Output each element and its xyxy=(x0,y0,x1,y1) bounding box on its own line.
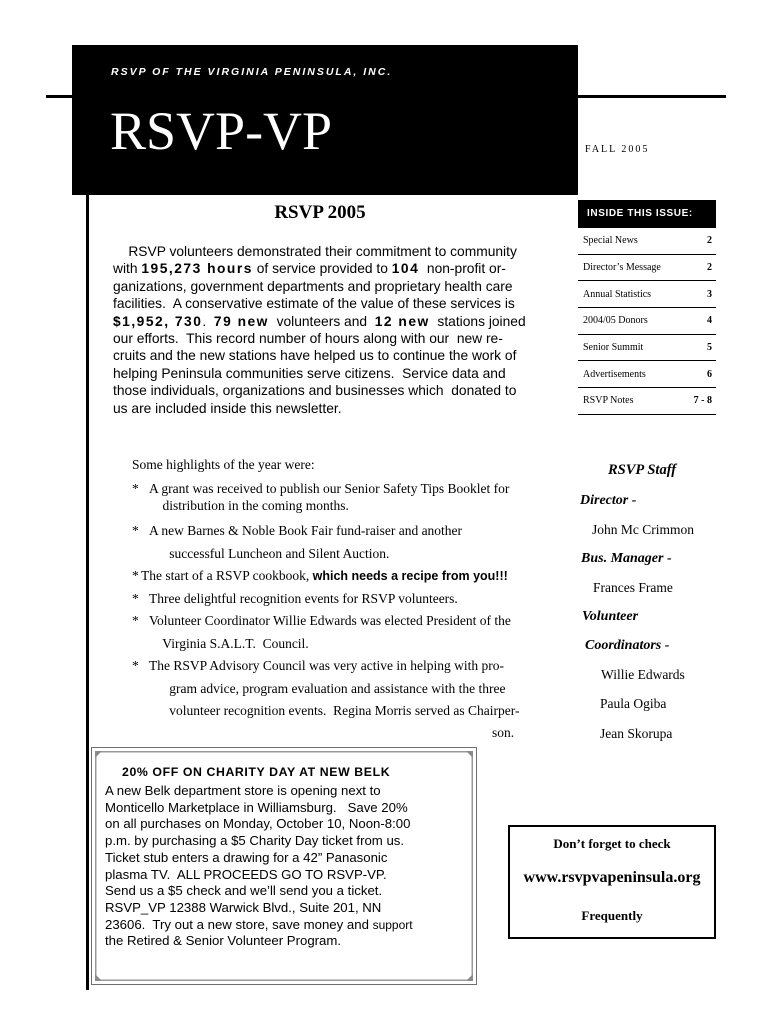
charity-day-text: A new Belk department store is opening next to xyxy=(105,783,381,798)
bullet: * xyxy=(132,481,139,496)
highlight-line: A grant was received to publish our Senior Safety Tips Booklet for xyxy=(149,481,510,496)
toc-header: INSIDE THIS ISSUE: xyxy=(578,200,716,228)
charity-day-line xyxy=(105,900,470,917)
article-text: helping Peninsula communities serve citizens. Service data and xyxy=(113,365,506,381)
highlight-item xyxy=(132,655,560,723)
article-line xyxy=(113,278,559,295)
charity-day-text: RSVP_VP 12388 Warwick Blvd., Suite 201, NN xyxy=(105,899,382,915)
highlight-line: Three delightful recognition events for RSVP volunteers. xyxy=(149,590,458,606)
article-text: ganizations, government departments and proprietary health care xyxy=(113,278,513,294)
highlight-item xyxy=(132,520,560,565)
charity-day-text: Ticket stub enters a drawing for a 42” Panasonic xyxy=(105,849,388,865)
manager-name: Frances Frame xyxy=(593,580,673,595)
website-link[interactable]: www.rsvpvapeninsula.org xyxy=(523,869,701,886)
article-text: with xyxy=(113,261,142,277)
director-name: John Mc Crimmon xyxy=(592,522,695,537)
toc-item-label: Special News xyxy=(583,235,638,247)
article-body xyxy=(113,243,559,417)
staff-title: RSVP Staff xyxy=(608,462,677,478)
article-line xyxy=(113,330,559,347)
charity-day-line xyxy=(105,867,470,884)
article-text: of service provided to xyxy=(252,261,392,277)
highlight-line: volunteer recognition events. Regina Morris served as Chairper- xyxy=(149,703,520,718)
charity-day-body xyxy=(105,783,470,950)
toc-item[interactable] xyxy=(578,335,716,362)
highlight-line: successful Luncheon and Silent Auction. xyxy=(149,545,390,561)
charity-day-text: plasma TV. ALL PROCEEDS GO TO RSVP-VP. xyxy=(105,866,387,882)
article-text: volunteers and xyxy=(268,313,375,329)
issue-date: FALL 2005 xyxy=(585,144,650,155)
toc-item-label: RSVP Notes xyxy=(583,395,634,407)
article-title: RSVP 2005 xyxy=(274,202,366,223)
toc-item[interactable] xyxy=(578,228,716,255)
website-box xyxy=(508,825,716,939)
article-text: RSVP volunteers demonstrated their commitment to community xyxy=(113,244,517,259)
toc-item[interactable] xyxy=(578,388,716,415)
highlight-item xyxy=(132,588,560,611)
charity-day-line xyxy=(105,917,470,934)
highlight-emphasis: which needs a recipe from you!!! xyxy=(312,569,508,583)
highlights-tail: son. xyxy=(492,725,515,740)
highlights-section xyxy=(132,457,560,723)
toc-item-page: 4 xyxy=(707,315,712,327)
bullet: * xyxy=(132,568,139,583)
article-text: stations joined xyxy=(429,313,526,329)
highlight-item xyxy=(132,610,560,655)
toc-item[interactable] xyxy=(578,255,716,282)
website-prompt: Don’t forget to check xyxy=(553,836,671,851)
article-text: . xyxy=(202,313,214,329)
charity-day-title: 20% OFF ON CHARITY DAY AT NEW BELK xyxy=(122,765,391,779)
organization-name: RSVP OF THE VIRGINIA PENINSULA, INC. xyxy=(111,66,393,78)
highlight-line: A new Barnes & Noble Book Fair fund-raiser and another xyxy=(149,523,463,538)
article-stat: 12 new xyxy=(374,313,430,329)
toc-item[interactable] xyxy=(578,308,716,335)
highlight-item xyxy=(132,481,560,514)
article-text: those individuals, organizations and businesses which donated to xyxy=(113,383,517,399)
corner-ornament xyxy=(95,751,102,758)
toc-item[interactable] xyxy=(578,281,716,308)
charity-day-line xyxy=(105,800,470,817)
director-label: Director - xyxy=(580,493,637,508)
toc-item-label: Annual Statistics xyxy=(583,288,652,300)
article-text: our efforts. This record number of hours along with our new re- xyxy=(113,331,503,347)
highlight-line xyxy=(141,565,560,588)
article-line xyxy=(113,365,559,382)
highlight-line: Volunteer Coordinator Willie Edwards was elected President of the xyxy=(149,613,511,628)
toc-item-page: 2 xyxy=(707,262,712,274)
charity-day-line: the Retired & Senior Volunteer Program. xyxy=(105,933,342,949)
bullet: * xyxy=(132,613,139,628)
toc-item[interactable] xyxy=(578,361,716,388)
toc-item-label: 2004/05 Donors xyxy=(583,315,648,327)
coordinator-name: Paula Ogiba xyxy=(600,696,667,711)
article-stat: 79 new xyxy=(213,313,269,329)
inside-this-issue xyxy=(578,200,716,415)
article-line xyxy=(113,260,559,277)
article-line xyxy=(113,295,559,312)
toc-item-page: 5 xyxy=(707,342,712,354)
highlight-line: The RSVP Advisory Council was very active in helping with pro- xyxy=(149,658,504,673)
article-stat: 104 xyxy=(391,261,420,277)
highlight-item xyxy=(132,565,560,588)
corner-ornament xyxy=(95,974,102,981)
article-stat: $1,952, 730 xyxy=(113,313,203,329)
toc-item-page: 2 xyxy=(707,235,712,247)
newsletter-title: RSVP-VP xyxy=(110,101,333,161)
charity-day-box xyxy=(91,747,477,985)
charity-day-text-small: support xyxy=(372,917,413,932)
toc-item-label: Advertisements xyxy=(583,368,646,380)
article-line xyxy=(113,382,559,399)
manager-label: Bus. Manager - xyxy=(581,551,672,566)
article-text: non-profit or- xyxy=(419,261,506,277)
charity-day-line xyxy=(105,783,470,800)
charity-day-text: Send us a $5 check and we’ll send you a ticket. xyxy=(105,883,383,899)
article-text: cruits and the new stations have helped us to continue the work of xyxy=(113,348,517,364)
corner-ornament xyxy=(466,974,473,981)
coordinators-label: Coordinators - xyxy=(585,638,670,653)
article-line xyxy=(113,243,559,260)
toc-item-page: 6 xyxy=(707,368,712,380)
bullet: * xyxy=(132,590,139,606)
highlight-text: The start of a RSVP cookbook, xyxy=(141,568,313,583)
left-rule xyxy=(86,45,89,990)
toc-list xyxy=(578,228,716,415)
website-frequency: Frequently xyxy=(581,908,643,923)
coordinator-name: Jean Skorupa xyxy=(600,726,673,741)
article-line xyxy=(113,313,559,330)
coordinator-name: Willie Edwards xyxy=(601,667,685,682)
charity-day-line xyxy=(105,816,470,833)
toc-item-page: 7 - 8 xyxy=(693,395,712,407)
article-line xyxy=(113,400,559,417)
charity-day-line xyxy=(105,850,470,867)
article-line xyxy=(113,347,559,364)
article-text: us are included inside this newsletter. xyxy=(113,400,342,416)
article-text: facilities. A conservative estimate of the value of these services is xyxy=(113,296,515,312)
highlight-line: distribution in the coming months. xyxy=(149,497,349,513)
charity-day-text: p.m. by purchasing a $5 Charity Day ticket from us. xyxy=(105,833,405,849)
charity-day-text: on all purchases on Monday, October 10, Noon-8:00 xyxy=(105,816,411,832)
bullet: * xyxy=(132,658,139,673)
charity-day-text: 23606. Try out a new store, save money and xyxy=(105,916,373,932)
toc-item-page: 3 xyxy=(707,288,712,300)
volunteer-label: Volunteer xyxy=(582,609,639,624)
highlights-list xyxy=(132,481,560,723)
toc-item-label: Senior Summit xyxy=(583,342,644,354)
toc-item-label: Director’s Message xyxy=(583,262,661,274)
charity-day-text: Monticello Marketplace in Williamsburg. Save 20% xyxy=(105,799,408,815)
bullet: * xyxy=(132,523,139,538)
masthead-rule xyxy=(46,95,726,98)
highlights-intro: Some highlights of the year were: xyxy=(132,457,315,472)
highlight-line: gram advice, program evaluation and assistance with the three xyxy=(149,680,506,696)
charity-day-line xyxy=(105,833,470,850)
article-stat: 195,273 hours xyxy=(141,261,253,277)
corner-ornament xyxy=(466,751,473,758)
charity-day-line xyxy=(105,883,470,900)
highlight-line: Virginia S.A.L.T. Council. xyxy=(149,635,309,651)
